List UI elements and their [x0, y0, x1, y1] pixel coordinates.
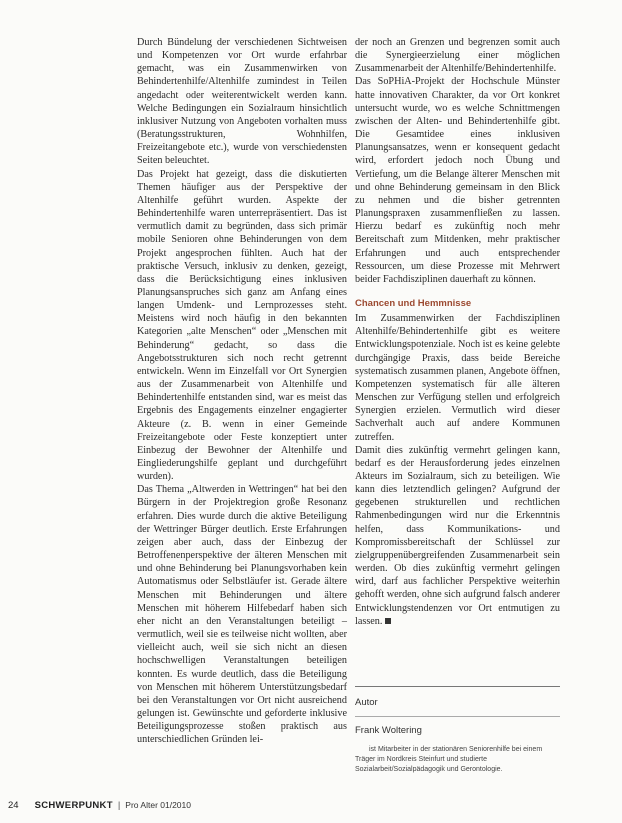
section-label: SCHWERPUNKT — [34, 800, 113, 811]
paragraph-final — [355, 444, 560, 628]
end-of-article-mark — [385, 618, 391, 624]
paragraph: Das SoPHiA-Projekt der Hochschule Münster hatte innovativen Charakter, da vor Ort konkret untersucht wurde, wo es welche Schnittmengen zwischen der Alten- und Behindertenhilfe gibt. Die Gesamtidee eines inklusiven Planungsansatzes, wenn er konsequent gedacht wird, erfordert jedoch noch Übung und Vertiefung, um die Belange älterer Menschen mit und ohne Behinderung gemeinsam in den Blick zu nehmen und die bisher getrennten Planungspraxen zusammenfließen zu lassen. Hierzu bedarf es zukünftig noch mehr Bereitschaft zum Mitdenken, mehr praktischer Erfahrungen und auch entsprechender Ressourcen, um diese Prozesse mit Mehrwert beider Fachdisziplinen dauerhaft zu können. — [355, 76, 560, 285]
author-name: Frank Woltering — [355, 725, 422, 736]
left-text-column — [137, 36, 347, 746]
paragraph-text: Damit dies zukünftig vermehrt gelingen kann, bedarf es der Herausforderung jedes einzelnen Akteurs im Sozialraum, sich zu beteiligen. Wie kann dies letztendlich gelingen? Aufgrund der gegebenen strukturellen und rechtlichen Rahmenbedingungen wird nur die Erkenntnis helfen, dass Kommunikations- und Kompromissbereitschaft der Schlüssel zur zielgruppenübergreifenden Zusammenarbeit sein werden. Ob dies zukünftig vermehrt gelingen wird, darf aus fachlicher Perspektive weiterhin gehofft werden, ohne sich aufgrund falsch anderer Entwicklungstendenzen vor Ort entmutigen zu lassen. — [355, 444, 560, 627]
author-heading: Autor — [355, 697, 378, 708]
divider — [355, 716, 560, 717]
author-bio: ist Mitarbeiter in der stationären Seniorenhilfe bei einem Träger im Nordkreis Steinfurt und studierte Sozialarbeit/Sozialpädagogik und Gerontologie. — [355, 746, 543, 773]
page-number: 24 — [8, 800, 19, 811]
paragraph: Im Zusammenwirken der Fachdisziplinen Altenhilfe/Behindertenhilfe gibt es weitere Entwicklungspotenziale. Noch ist es keine gelebte durchgängige Praxis, dass beide Bereiche systematisch zusammen planen, Angebote öffnen, Kompetenzen systematisch für alle älteren Menschen zur Verfügung stellen und erfolgreich Synergien erzielen. Vermutlich wird dieser Sachverhalt auch auf andere Kommunen zutreffen. — [355, 313, 560, 443]
paragraph: der noch an Grenzen und begrenzen somit auch die Synergieerzielung einer möglichen Zusammenarbeit der Altenhilfe/Behindertenhilfe. — [355, 37, 560, 75]
paragraph: Das Projekt hat gezeigt, dass die diskutierten Themen häufiger aus der Perspektive der Altenhilfe geführt wurden. Aspekte der Behindertenhilfe waren unterrepräsentiert. Das ist vermutlich damit zu begründen, dass sich primär mobile Senioren ohne Behinderungen von dem Projekt angesprochen fühlten. Auch hat der praktische Versuch, inklusiv zu denken, gezeigt, dass die Berücksichtigung eines inklusiven Planungsanspruches sich ganz am Anfang eines langen Umdenk- und Lernprozesses steht. Meistens wird noch häufig in den bekannten Kategorien „alte Menschen“ oder „Menschen mit Behinderung“ gedacht, so dass die Angebotsstrukturen sich noch recht getrennt entwickeln. Wenn im Einzelfall vor Ort Synergien aus der Zusammenarbeit von Altenhilfe und Behindertenhilfe entstanden sind, war es meist das Ergebnis des Engagements einzelner engagierter Akteure (z. B. wenn in einer Gemeinde Freizeitangebote oder Feste konzeptiert unter Einbezug der Bewohner der Altenhilfe und Eingliederungshilfe geplant und durchgeführt wurden). — [137, 168, 347, 483]
page-footer — [8, 800, 191, 811]
section-heading: Chancen und Hemmnisse — [355, 297, 472, 309]
right-text-column — [355, 36, 560, 628]
author-box — [355, 686, 560, 775]
paragraph: Durch Bündelung der verschiedenen Sichtweisen und Kompetenzen vor Ort wurde erfahrbar gemacht, was ein Zusammenwirken von Behindertenhilfe/Altenhilfe zumindest in Teilen angedacht oder weiterentwickelt werden kann. Welche Bedingungen ein Sozialraum hinsichtlich inklusiver Nutzung von Angeboten vorhalten muss (Beratungsstrukturen, Wohnhilfen, Freizeitangebote etc.), wurde von verschiedensten Seiten beleuchtet. — [137, 37, 347, 167]
footer-separator: | — [117, 800, 121, 811]
paragraph: Das Thema „Altwerden in Wettringen“ hat bei den Bürgern in der Projektregion große Resonanz erfahren. Dies wurde durch die aktive Beteiligung der Wettringer Bürger deutlich. Erste Erfahrungen zeigen aber auch, dass der Einbezug der Betroffenenperspektive der älteren Menschen mit und ohne Behinderung bei Planungsvorhaben kein Automatismus oder Selbstläufer ist. Gerade ältere Menschen mit Behinderungen und ältere Menschen mit höherem Hilfebedarf haben sich eher nicht an den Veranstaltungen beteiligt – vermutlich, weil sie es teilweise nicht wollten, aber vielleicht auch, weil sie sich nicht an diesen hochschwelligen Veranstaltungen beteiligen konnten. Es wurde deutlich, dass die Beteiligung von Menschen mit höherem Unterstützungsbedarf bei den Veranstaltungen vor Ort nicht ausreichend gelungen ist. Gewünschte und geforderte inklusive Beteiligungsprozesse stoßen praktisch aus unterschiedlichen Gründen lei- — [137, 484, 347, 746]
issue-label: Pro Alter 01/2010 — [125, 800, 191, 810]
divider — [355, 686, 560, 687]
